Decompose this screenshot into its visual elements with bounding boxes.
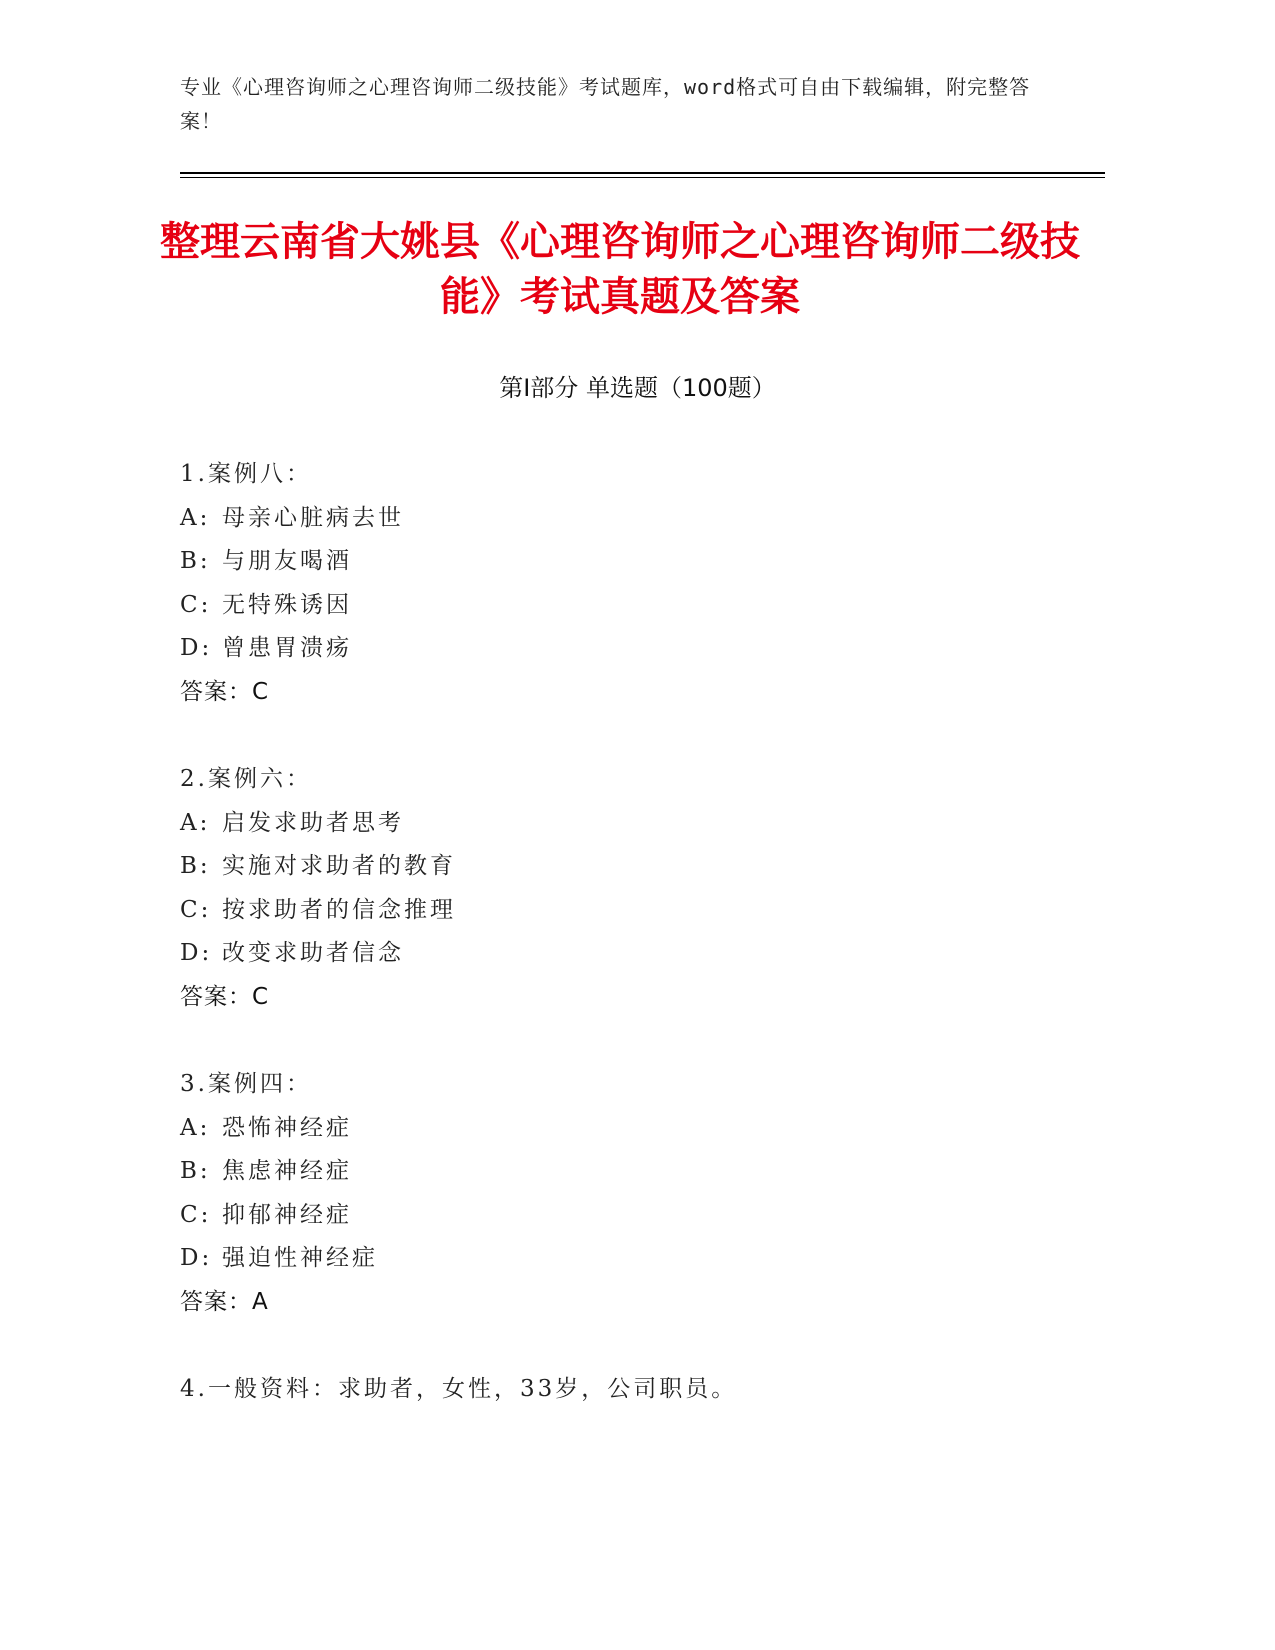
option-key: D: xyxy=(180,635,213,661)
option-text: 抑郁神经症 xyxy=(222,1201,352,1228)
option-d xyxy=(180,627,1080,671)
option-a xyxy=(180,802,1080,846)
question-stem: 3.案例四： xyxy=(180,1071,312,1097)
option-key: D: xyxy=(180,1245,213,1271)
option-b xyxy=(180,540,1080,584)
section-title: 第Ⅰ部分 单选题（100题） xyxy=(499,374,776,402)
answer-line: 答案：C xyxy=(180,983,270,1010)
option-b xyxy=(180,1150,1080,1194)
option-key: C: xyxy=(180,1201,212,1228)
question-stem: 1.案例八： xyxy=(180,461,312,487)
option-key: D: xyxy=(180,940,213,966)
option-key: C: xyxy=(180,591,212,618)
question-stem: 4.一般资料：求助者，女性，33岁，公司职员。 xyxy=(180,1376,738,1402)
header-rule-top xyxy=(180,172,1105,174)
option-key: C: xyxy=(180,896,212,923)
header-rule-bottom xyxy=(180,177,1105,179)
option-key: A: xyxy=(180,1114,211,1141)
option-text: 改变求助者信念 xyxy=(222,940,404,966)
question-stem: 2.案例六： xyxy=(180,766,312,792)
question-4 xyxy=(180,1368,1080,1412)
document-title: 整理云南省大姚县《心理咨询师之心理咨询师二级技能》考试真题及答案 xyxy=(160,219,1080,320)
option-key: A: xyxy=(180,504,211,531)
option-a xyxy=(180,1107,1080,1151)
question-3 xyxy=(180,1063,1080,1324)
option-text: 实施对求助者的教育 xyxy=(222,853,456,879)
option-a xyxy=(180,497,1080,541)
option-c xyxy=(180,584,1080,628)
answer-line: 答案：C xyxy=(180,678,270,705)
answer-line: 答案：A xyxy=(180,1288,269,1315)
option-text: 恐怖神经症 xyxy=(222,1114,352,1141)
option-text: 曾患胃溃疡 xyxy=(222,635,352,661)
option-b xyxy=(180,845,1080,889)
option-key: A: xyxy=(180,809,211,836)
question-2 xyxy=(180,758,1080,1019)
option-text: 启发求助者思考 xyxy=(222,809,404,836)
option-c xyxy=(180,889,1080,933)
option-key: B: xyxy=(180,548,211,574)
option-text: 无特殊诱因 xyxy=(222,591,352,618)
option-d xyxy=(180,932,1080,976)
option-text: 按求助者的信念推理 xyxy=(222,896,456,923)
option-c xyxy=(180,1194,1080,1238)
option-text: 母亲心脏病去世 xyxy=(222,504,404,531)
option-text: 强迫性神经症 xyxy=(222,1245,378,1271)
option-d xyxy=(180,1237,1080,1281)
question-1 xyxy=(180,453,1080,714)
option-text: 焦虑神经症 xyxy=(222,1158,352,1184)
header-note: 专业《心理咨询师之心理咨询师二级技能》考试题库，word格式可自由下载编辑，附完整答案！ xyxy=(180,75,1031,133)
option-key: B: xyxy=(180,853,211,879)
option-text: 与朋友喝酒 xyxy=(222,548,352,574)
option-key: B: xyxy=(180,1158,211,1184)
